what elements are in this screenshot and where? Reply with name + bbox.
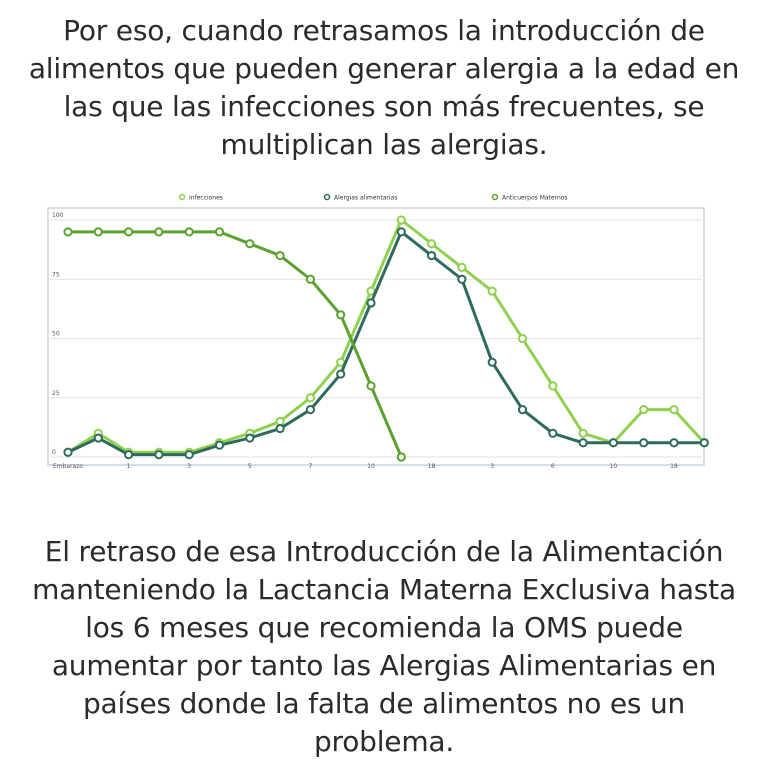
- data-point: [307, 276, 314, 283]
- legend-item: [180, 195, 223, 202]
- data-point: [95, 228, 102, 235]
- x-tick-label: 6: [550, 463, 555, 470]
- x-tick-label: 3: [490, 463, 495, 470]
- data-point: [186, 451, 193, 458]
- data-point: [367, 299, 374, 306]
- data-point: [489, 359, 496, 366]
- data-point: [337, 311, 344, 318]
- legend-marker: [493, 195, 498, 200]
- data-point: [155, 451, 162, 458]
- y-tick-label: 0: [52, 449, 56, 456]
- data-point: [670, 406, 677, 413]
- data-point: [246, 240, 253, 247]
- legend-label: Anticuerpos Maternos: [502, 194, 568, 202]
- data-point: [458, 276, 465, 283]
- data-point: [640, 406, 647, 413]
- x-tick-label: Embarazo: [52, 463, 84, 470]
- data-point: [125, 451, 132, 458]
- data-point: [580, 439, 587, 446]
- data-point: [277, 252, 284, 259]
- x-tick-label: 10: [367, 463, 375, 470]
- line-chart: [0, 185, 768, 475]
- data-point: [519, 406, 526, 413]
- data-point: [398, 453, 405, 460]
- data-point: [337, 370, 344, 377]
- data-point: [458, 264, 465, 271]
- y-tick-label: 100: [52, 212, 64, 219]
- legend-label: Infecciones: [189, 194, 223, 202]
- data-point: [64, 449, 71, 456]
- data-point: [701, 439, 708, 446]
- data-point: [398, 228, 405, 235]
- data-point: [670, 439, 677, 446]
- x-tick-label: 18: [427, 463, 436, 470]
- data-point: [64, 228, 71, 235]
- chart-legend: [180, 195, 568, 202]
- legend-item: [493, 195, 568, 202]
- data-point: [428, 252, 435, 259]
- data-point: [640, 439, 647, 446]
- data-point: [307, 394, 314, 401]
- x-tick-label: 7: [308, 463, 313, 470]
- plot-frame: [48, 208, 704, 465]
- y-tick-label: 25: [52, 389, 60, 397]
- data-point: [367, 382, 374, 389]
- data-point: [216, 442, 223, 449]
- x-tick-label: 1: [126, 463, 131, 470]
- legend-item: [325, 195, 398, 202]
- data-point: [277, 425, 284, 432]
- data-point: [216, 228, 223, 235]
- data-point: [549, 430, 556, 437]
- x-tick-label: 18: [670, 463, 678, 470]
- bottom-paragraph: El retraso de esa Introducción de la Alimentación manteniendo la Lactancia Materna Exclusiva hasta los 6 meses que recomienda la OMS puede aumentar por tanto las Alergias Alimentarias en países donde la falta de alimentos no es un problema.: [32, 535, 736, 758]
- data-point: [428, 240, 435, 247]
- legend-marker: [325, 195, 330, 200]
- data-point: [580, 430, 587, 437]
- legend-label: Alergias alimentarias: [334, 194, 398, 202]
- data-point: [398, 216, 405, 223]
- legend-marker: [180, 195, 185, 200]
- data-point: [155, 228, 162, 235]
- data-point: [307, 406, 314, 413]
- x-tick-label: 5: [247, 463, 252, 470]
- x-tick-label: 3: [187, 463, 192, 470]
- y-tick-label: 50: [52, 330, 60, 338]
- data-point: [489, 288, 496, 295]
- data-point: [519, 335, 526, 342]
- y-tick-label: 75: [52, 271, 60, 279]
- data-point: [246, 434, 253, 441]
- data-point: [95, 434, 102, 441]
- data-point: [549, 382, 556, 389]
- x-tick-label: 10: [609, 463, 618, 470]
- data-point: [186, 228, 193, 235]
- top-paragraph: Por eso, cuando retrasamos la introducción de alimentos que pueden generar alergia a la edad en las que las infecciones son más frecuentes, se multiplican las alergias.: [28, 14, 740, 161]
- data-point: [610, 439, 617, 446]
- data-point: [125, 228, 132, 235]
